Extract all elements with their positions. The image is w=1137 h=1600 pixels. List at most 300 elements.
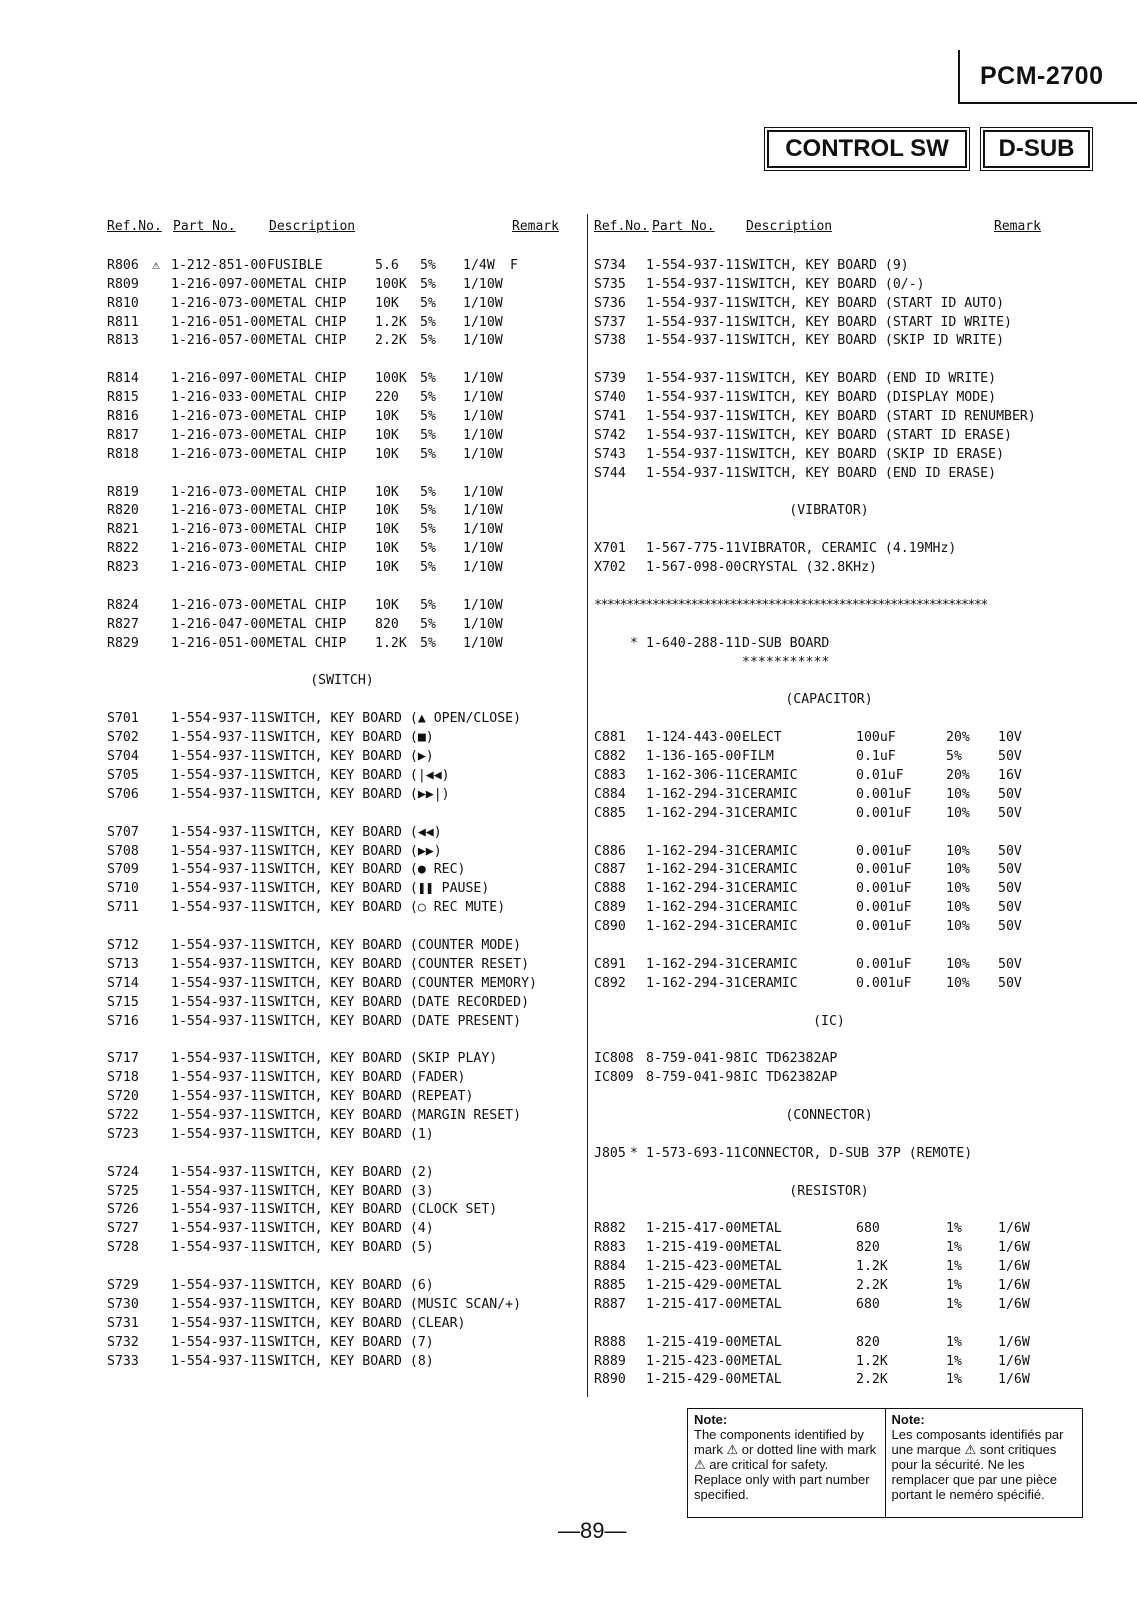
right-table-header [594,218,1064,238]
table-row [594,465,1064,484]
table-row [594,1050,1064,1069]
table-row [594,1239,1064,1258]
header-ref-no: Ref.No. [107,219,162,234]
spacer [594,616,1064,635]
cell-part: 1-554-937-11 [646,314,742,330]
cell-v2: 5% [420,541,436,557]
cell-c2: 1% [946,1296,962,1312]
cell-ref: S727 [107,1221,139,1237]
table-row [594,332,1064,351]
table-row [107,502,577,521]
table-row [594,1220,1064,1239]
cell-desc: SWITCH, KEY BOARD (SKIP PLAY) [267,1051,498,1067]
left-column [107,218,577,1371]
cell-part: 1-215-419-00 [646,1240,742,1256]
cell-desc: SWITCH, KEY BOARD (FADER) [267,1070,466,1086]
table-row [107,1050,577,1069]
cell-c3: 1/6W [998,1372,1030,1388]
table-row [107,1126,577,1145]
cell-c3: 1/6W [998,1353,1030,1369]
cell-part: 1-216-047-00 [171,616,267,632]
cell-v3: 1/10W [463,560,503,576]
table-row [107,880,577,899]
cell-v1: 10K [375,597,399,613]
cell-part: 1-216-073-00 [171,446,267,462]
cell-desc: SWITCH, KEY BOARD (CLOCK SET) [267,1202,498,1218]
cell-desc: METAL CHIP [267,560,347,576]
cell-part: 1-554-937-11 [171,786,267,802]
table-row [107,786,577,805]
header-remark: Remark [512,219,559,234]
table-row [107,824,577,843]
cell-c3: 10V [998,730,1022,746]
cell-ref: S743 [594,446,626,462]
cell-part: 1-216-097-00 [171,276,267,292]
cell-part: 1-216-073-00 [171,560,267,576]
cell-desc: METAL CHIP [267,484,347,500]
cell-ref: S708 [107,843,139,859]
section-heading: (CONNECTOR) [785,1107,873,1123]
cell-ref: S718 [107,1070,139,1086]
cell-c2: 10% [946,919,970,935]
cell-v2: 5% [420,560,436,576]
cell-ref: S724 [107,1164,139,1180]
cell-ref: C882 [594,749,626,765]
cell-v3: 1/10W [463,295,503,311]
cell-desc: SWITCH, KEY BOARD (● REC) [267,862,466,878]
cell-ref: R888 [594,1334,626,1350]
cell-ref: R810 [107,295,139,311]
table-row [594,314,1064,333]
cell-c3: 50V [998,919,1022,935]
cell-part: 1-554-937-11 [646,390,742,406]
cell-part: 1-554-937-11 [646,446,742,462]
cell-desc: METAL [742,1372,782,1388]
table-row [107,861,577,880]
cell-desc: SWITCH, KEY BOARD (SKIP ID ERASE) [742,446,1005,462]
table-row [107,1069,577,1088]
cell-part: 1-554-937-11 [171,1107,267,1123]
cell-ref: R818 [107,446,139,462]
table-row [594,295,1064,314]
table-row [107,1107,577,1126]
cell-ref: C891 [594,956,626,972]
cell-part: 1-162-294-31 [646,843,742,859]
table-row [107,635,577,654]
table-row [107,748,577,767]
table-row [594,748,1064,767]
column-divider [587,214,588,1397]
cell-ref: J805 [594,1145,626,1161]
table-row [107,1296,577,1315]
cell-c3: 50V [998,881,1022,897]
note-en-title: Note: [694,1412,728,1427]
table-row [594,729,1064,748]
cell-v2: 5% [420,635,436,651]
cell-desc: SWITCH, KEY BOARD (8) [267,1353,434,1369]
cell-desc: SWITCH, KEY BOARD (▶) [267,749,434,765]
cell-v3: 1/10W [463,446,503,462]
cell-ref: R815 [107,390,139,406]
cell-c2: 10% [946,956,970,972]
cell-c1: 0.001uF [856,786,912,802]
table-row [107,427,577,446]
cell-ref: S742 [594,427,626,443]
cell-c1: 820 [856,1240,880,1256]
cell-v1: 1.2K [375,635,407,651]
cell-desc: SWITCH, KEY BOARD (▲ OPEN/CLOSE) [267,711,522,727]
cell-c1: 680 [856,1221,880,1237]
cell-v3: 1/10W [463,522,503,538]
section-heading: (IC) [813,1013,845,1029]
cell-ref: R889 [594,1353,626,1369]
spacer [594,484,1064,503]
table-row [107,994,577,1013]
table-row [107,1164,577,1183]
cell-ref: C885 [594,805,626,821]
cell-ref: C888 [594,881,626,897]
cell-ref: R806 [107,257,139,273]
spacer [107,654,577,673]
cell-c3: 50V [998,786,1022,802]
cell-part: 1-554-937-11 [171,730,267,746]
table-row [594,899,1064,918]
cell-ref: S711 [107,900,139,916]
header-part-no: Part No. [652,219,715,234]
cell-ref: S722 [107,1107,139,1123]
cell-part: 1-567-775-11 [646,541,742,557]
cell-part: 1-162-294-31 [646,786,742,802]
cell-desc: SWITCH, KEY BOARD (■) [267,730,434,746]
cell-ref: C887 [594,862,626,878]
cell-c1: 680 [856,1296,880,1312]
spacer [107,1258,577,1277]
cell-c1: 0.001uF [856,843,912,859]
cell-v2: 5% [420,371,436,387]
cell-c2: 10% [946,862,970,878]
cell-desc: CERAMIC [742,862,798,878]
cell-part: 1-554-937-11 [171,1334,267,1350]
cell-desc: METAL CHIP [267,446,347,462]
cell-part: 1-216-073-00 [171,484,267,500]
cell-v2: 5% [420,522,436,538]
cell-ref: R824 [107,597,139,613]
cell-part: 1-554-937-11 [171,994,267,1010]
cell-desc: METAL CHIP [267,597,347,613]
table-row [107,370,577,389]
table-row [594,1296,1064,1315]
cell-ref: R887 [594,1296,626,1312]
cell-desc: CERAMIC [742,956,798,972]
cell-ref: S717 [107,1051,139,1067]
table-row [107,1239,577,1258]
cell-part: 1-554-937-11 [171,711,267,727]
cell-ref: S725 [107,1183,139,1199]
cell-ref: S733 [107,1353,139,1369]
cell-c2: 5% [946,749,962,765]
cell-part: 1-554-937-11 [171,956,267,972]
cell-ref: S701 [107,711,139,727]
header-description: Description [269,219,356,234]
cell-desc: CERAMIC [742,805,798,821]
cell-c3: 1/6W [998,1240,1030,1256]
cell-ref: S734 [594,257,626,273]
table-row [107,899,577,918]
cell-ref: S730 [107,1296,139,1312]
table-row [107,332,577,351]
cell-part: 1-554-937-11 [646,427,742,443]
cell-c2: 1% [946,1372,962,1388]
cell-ref: S731 [107,1315,139,1331]
table-row [594,767,1064,786]
cell-c2: 10% [946,805,970,821]
cell-v2: 5% [420,427,436,443]
cell-c3: 50V [998,862,1022,878]
table-row [594,786,1064,805]
cell-ref: R821 [107,522,139,538]
cell-part: 1-554-937-11 [171,767,267,783]
header-description: Description [746,219,833,234]
table-row [107,521,577,540]
cell-c3: 50V [998,975,1022,991]
cell-v3: 1/10W [463,390,503,406]
cell-part: 1-554-937-11 [646,371,742,387]
table-row [107,937,577,956]
cell-v1: 10K [375,446,399,462]
cell-part: 1-554-937-11 [171,843,267,859]
cell-desc: SWITCH, KEY BOARD (5) [267,1240,434,1256]
spacer [594,1201,1064,1220]
cell-desc: SWITCH, KEY BOARD (◀◀) [267,824,442,840]
cell-ref: S723 [107,1126,139,1142]
cell-desc: METAL [742,1296,782,1312]
cell-v1: 1.2K [375,314,407,330]
table-row [107,314,577,333]
cell-ref: S726 [107,1202,139,1218]
cell-v2: 5% [420,616,436,632]
cell-c1: 1.2K [856,1259,888,1275]
table-row [107,1315,577,1334]
cell-desc: SWITCH, KEY BOARD (REPEAT) [267,1089,474,1105]
cell-ref: S716 [107,1013,139,1029]
cell-part: 1-215-419-00 [646,1334,742,1350]
cell-desc: METAL CHIP [267,295,347,311]
table-row [594,975,1064,994]
cell-part: 1-215-429-00 [646,1277,742,1293]
cell-c2: 10% [946,900,970,916]
cell-v3: 1/10W [463,541,503,557]
cell-desc: IC TD62382AP [742,1051,838,1067]
cell-desc: CERAMIC [742,919,798,935]
table-row [594,276,1064,295]
cell-ref: IC808 [594,1051,634,1067]
cell-part: 1-554-937-11 [646,257,742,273]
cell-desc: METAL [742,1240,782,1256]
cell-part: 1-554-937-11 [171,1277,267,1293]
cell-desc: SWITCH, KEY BOARD (3) [267,1183,434,1199]
cell-c3: 50V [998,843,1022,859]
cell-c3: 1/6W [998,1259,1030,1275]
cell-part: 1-216-051-00 [171,314,267,330]
cell-part: 1-554-937-11 [171,1164,267,1180]
cell-desc: METAL CHIP [267,427,347,443]
cell-c2: 1% [946,1221,962,1237]
cell-desc: METAL [742,1221,782,1237]
cell-desc: VIBRATOR, CERAMIC (4.19MHz) [742,541,957,557]
cell-desc: SWITCH, KEY BOARD (DATE PRESENT) [267,1013,522,1029]
table-row [107,956,577,975]
cell-desc: CERAMIC [742,900,798,916]
cell-c2: 1% [946,1353,962,1369]
cell-desc: SWITCH, KEY BOARD (MUSIC SCAN/+) [267,1296,522,1312]
cell-v3: 1/10W [463,635,503,651]
right-column [594,218,1064,1390]
cell-desc: SWITCH, KEY BOARD (END ID ERASE) [742,465,997,481]
spacer [107,578,577,597]
cell-c2: 1% [946,1240,962,1256]
cell-part: 1-215-417-00 [646,1296,742,1312]
cell-part: 1-554-937-11 [171,1353,267,1369]
table-row [107,389,577,408]
cell-ref: S710 [107,881,139,897]
cell-ref: R814 [107,371,139,387]
left-table-header [107,218,577,238]
cell-v1: 2.2K [375,333,407,349]
table-row [594,843,1064,862]
cell-part: 1-554-937-11 [171,1202,267,1218]
cell-part: 1-212-851-00 [171,257,267,273]
section-tag-d-sub: D-SUB [983,130,1090,168]
table-row [594,880,1064,899]
section-heading: (SWITCH) [310,673,374,689]
spacer [594,351,1064,370]
spacer [107,1031,577,1050]
cell-desc: CERAMIC [742,843,798,859]
cell-v2: 5% [420,333,436,349]
cell-desc: METAL CHIP [267,522,347,538]
cell-v1: 5.6 [375,257,399,273]
safety-note [687,1408,1083,1518]
cell-v2: 5% [420,276,436,292]
cell-desc: SWITCH, KEY BOARD (COUNTER RESET) [267,956,530,972]
cell-ref: R817 [107,427,139,443]
cell-c2: 20% [946,730,970,746]
table-row [107,1353,577,1372]
cell-part: 1-162-294-31 [646,900,742,916]
cell-v3: 1/4W [463,257,495,273]
cell-part: 1-554-937-11 [646,409,742,425]
cell-desc: METAL CHIP [267,276,347,292]
cell-c1: 820 [856,1334,880,1350]
spacer [594,994,1064,1013]
cell-ref: R822 [107,541,139,557]
cell-c2: 10% [946,881,970,897]
cell-desc: SWITCH, KEY BOARD (DATE RECORDED) [267,994,530,1010]
table-row [107,616,577,635]
cell-part: 1-554-937-11 [171,824,267,840]
cell-v2: 5% [420,597,436,613]
cell-c1: 0.001uF [856,862,912,878]
cell-v3: 1/10W [463,371,503,387]
spacer [594,1315,1064,1334]
cell-c3: 50V [998,749,1022,765]
cell-part: 1-554-937-11 [171,975,267,991]
cell-desc: METAL [742,1259,782,1275]
cell-ref: S732 [107,1334,139,1350]
table-row [594,540,1064,559]
cell-part: 1-554-937-11 [171,1126,267,1142]
cell-v3: 1/10W [463,314,503,330]
note-fr-text: Les composants identifiés par une marque ⚠ sont critiques pour la sécurité. Ne les remplacer que par une pièce portant le neméro spécifié. [891,1427,1064,1502]
cell-part: 1-554-937-11 [171,900,267,916]
cell-desc: SWITCH, KEY BOARD (SKIP ID WRITE) [742,333,1005,349]
cell-c2: 1% [946,1277,962,1293]
cell-desc: CERAMIC [742,767,798,783]
table-row [594,408,1064,427]
right-parts-list [594,257,1064,1390]
cell-desc: SWITCH, KEY BOARD (○ REC MUTE) [267,900,506,916]
cell-part: 1-554-937-11 [171,1089,267,1105]
spacer [594,710,1064,729]
cell-desc: SWITCH, KEY BOARD (COUNTER MEMORY) [267,975,537,991]
table-row [594,1069,1064,1088]
table-row [107,710,577,729]
cell-part: 1-162-294-31 [646,805,742,821]
cell-ref: S739 [594,371,626,387]
cell-c1: 2.2K [856,1372,888,1388]
cell-desc: SWITCH, KEY BOARD (MARGIN RESET) [267,1107,522,1123]
cell-desc: METAL CHIP [267,409,347,425]
note-french [885,1409,1083,1517]
spacer [594,521,1064,540]
cell-v1: 10K [375,427,399,443]
note-english [688,1409,885,1517]
table-row [594,918,1064,937]
cell-ref: C884 [594,786,626,802]
cell-desc: CONNECTOR, D-SUB 37P (REMOTE) [742,1145,973,1161]
table-row [594,635,1064,654]
section-heading: (RESISTOR) [789,1183,869,1199]
cell-ref: S741 [594,409,626,425]
cell-part: 1-216-073-00 [171,503,267,519]
cell-desc: METAL CHIP [267,390,347,406]
cell-part: 1-162-306-11 [646,767,742,783]
cell-part: 1-216-073-00 [171,541,267,557]
cell-part: 1-216-073-00 [171,597,267,613]
spacer [107,805,577,824]
cell-part: 1-136-165-00 [646,749,742,765]
cell-desc: FUSIBLE [267,257,323,273]
left-parts-list [107,257,577,1372]
cell-desc: CERAMIC [742,881,798,897]
table-row [107,767,577,786]
cell-ref: R820 [107,503,139,519]
header-part-no: Part No. [173,219,236,234]
cell-desc: SWITCH, KEY BOARD (▶▶) [267,843,442,859]
cell-part: 1-162-294-31 [646,862,742,878]
cell-ref: S702 [107,730,139,746]
header-ref-no: Ref.No. [594,219,649,234]
table-row [107,295,577,314]
cell-c1: 0.001uF [856,975,912,991]
cell-c1: 2.2K [856,1277,888,1293]
cell-part: 1-216-033-00 [171,390,267,406]
table-row [107,597,577,616]
spacer [594,672,1064,691]
cell-desc: SWITCH, KEY BOARD (1) [267,1126,434,1142]
cell-v3: 1/10W [463,409,503,425]
cell-v3: 1/10W [463,427,503,443]
